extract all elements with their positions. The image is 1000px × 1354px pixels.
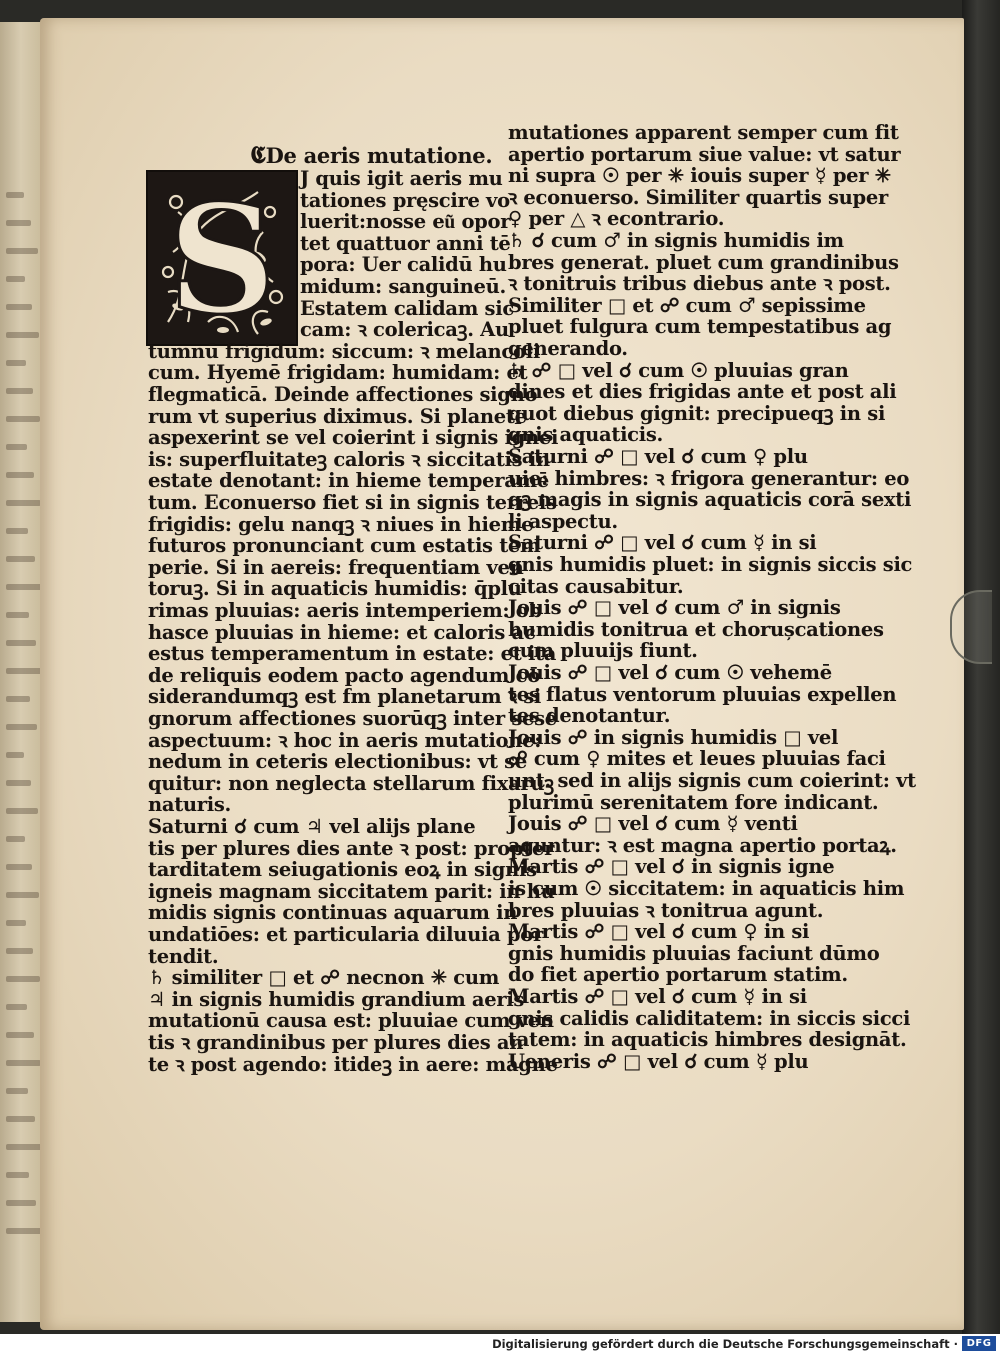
text-line: rimas pluuias: aeris intemperiem: ob — [148, 599, 542, 622]
text-line: uie: himbres: ꝛ frigora generantur: eo — [508, 466, 910, 490]
ghost-text-line — [6, 1144, 42, 1150]
initial-letter-ornament — [148, 172, 296, 348]
text-line: tet quattuor anni tē — [300, 231, 511, 255]
text-line: li aspectu. — [508, 509, 618, 533]
ghost-text-line — [6, 836, 25, 842]
text-line: tes flatus ventorum pluuias expellen — [508, 682, 897, 706]
text-line: tes denotantur. — [508, 704, 671, 728]
ghost-text-line — [6, 752, 24, 758]
text-line: gnorum affectiones suorūqꝫ inter sese — [148, 707, 557, 730]
section-heading — [250, 140, 492, 169]
ghost-text-line — [6, 248, 38, 254]
paragraph-mark-icon: 𝕮 — [250, 140, 266, 169]
ghost-text-line — [6, 276, 25, 282]
text-line: Similiter □ et ☍ cum ♂ sepissime — [508, 293, 866, 317]
text-line: ni supra ☉ per ✳ iouis super ☿ per ✳ — [508, 164, 891, 188]
ghost-text-line — [6, 500, 41, 506]
text-line: Jouis ☍ □ vel ☌ cum ♂ in signis — [508, 596, 841, 620]
ghost-text-line — [6, 948, 33, 954]
text-line: gnis calidis caliditatem: in siccis sicci — [508, 1006, 911, 1030]
text-line: mutationū causa est: pluuiae cum ven — [148, 1009, 554, 1033]
text-line: tis ꝛ grandinibus per plures dies an — [148, 1031, 524, 1054]
text-line: Estatem calidam sic — [300, 296, 514, 320]
ghost-text-line — [6, 1060, 41, 1066]
text-line: Martis ☍ □ vel ☌ cum ☿ in si — [508, 985, 807, 1008]
ghost-text-line — [6, 416, 40, 422]
text-line: generando. — [508, 337, 628, 360]
text-line: aguntur: ꝛ est magna apertio portaꝝ. — [508, 833, 897, 857]
text-line: citas causabitur. — [508, 574, 684, 598]
ghost-text-line — [6, 696, 30, 702]
text-line: estate denotant: in hieme temperamē — [148, 469, 549, 493]
text-line: is: superfluitateꝫ caloris ꝛ siccitatis in — [148, 447, 550, 471]
text-line: is cum ☉ siccitatem: in aquaticis him — [508, 877, 905, 900]
text-line: siderandumqꝫ est fm planetarum ꝛ si — [148, 685, 542, 709]
text-line: tarditatem seiugationis eoꝝ in signis — [148, 858, 537, 882]
ghost-text-line — [6, 892, 39, 898]
text-line: unt. sed in alijs signis cum coierint: vt — [508, 769, 916, 792]
text-line: qꝫ magis in signis aquaticis corā sexti — [508, 488, 912, 512]
text-line: tumnū frigidum: siccum: ꝛ melancoli — [148, 339, 540, 363]
ghost-text-line — [6, 360, 26, 366]
ghost-text-line — [6, 724, 37, 730]
text-line: tationes pręscire vo — [300, 188, 510, 212]
ghost-text-line — [6, 220, 31, 226]
text-line: bres generat. pluet cum grandinibus — [508, 250, 899, 274]
ghost-text-line — [6, 528, 28, 534]
text-line: tis per plures dies ante ꝛ post: propter — [148, 836, 555, 860]
text-line: ♄ ☌ cum ♂ in signis humidis im — [508, 229, 844, 252]
text-line: dines et dies frigidas ante et post ali — [508, 380, 897, 404]
text-line: Saturni ☌ cum ♃ vel alijs plane — [148, 815, 476, 838]
text-line: apertio portarum siue value: vt satur — [508, 142, 901, 166]
text-line: ♀ per △ ꝛ econtrario. — [508, 207, 725, 231]
text-line: J quis igit aeris mu — [300, 167, 503, 190]
ghost-text-line — [6, 780, 31, 786]
text-line: hasce pluuias in hieme: et caloris ac — [148, 620, 536, 644]
text-line: bres pluuias ꝛ tonitrua agunt. — [508, 898, 824, 922]
heading-text: De aeris mutatione. — [265, 143, 493, 168]
text-line: aspectuum: ꝛ hoc in aeris mutatione: — [148, 728, 542, 752]
text-line: tatem: in aquaticis himbres designāt. — [508, 1028, 907, 1052]
ghost-text-line — [6, 668, 43, 674]
text-line: perie. Si in aereis: frequentiam ven — [148, 555, 524, 579]
text-line: gnis aquaticis. — [508, 423, 664, 447]
text-line: flegmaticā. Deinde affectiones signo — [148, 383, 538, 406]
text-line: midis signis continuas aquarum in — [148, 901, 518, 925]
ghost-text-line — [6, 640, 36, 646]
text-line: estus temperamentum in estate: et ita — [148, 642, 557, 666]
text-line: midum: sanguineū. — [300, 275, 506, 298]
text-line: cum. Hyemē frigidam: humidam: et — [148, 361, 528, 385]
text-line: tendit. — [148, 944, 219, 968]
book-page — [40, 18, 964, 1330]
text-line: ♃ in signis humidis grandium aeris — [148, 987, 525, 1011]
text-line: ♄ ☍ □ vel ☌ cum ☉ pluuias gran — [508, 358, 849, 382]
text-line: toruꝫ. Si in aquaticis humidis: q̄plu — [148, 577, 522, 601]
ghost-text-line — [6, 1200, 36, 1206]
text-line: cum pluuijs fiunt. — [508, 639, 698, 663]
dfg-logo: DFG — [962, 1336, 996, 1351]
decorated-initial — [146, 170, 298, 346]
ghost-text-line — [6, 808, 38, 814]
text-line: nedum in ceteris electionibus: vt se — [148, 750, 527, 774]
text-line: Saturni ☍ □ vel ☌ cum ☿ in si — [508, 531, 817, 555]
text-line: pora: Uer calidū hu — [300, 253, 507, 277]
text-line: rum vt superius diximus. Si planete — [148, 404, 527, 428]
text-line: Saturni ☍ □ vel ☌ cum ♀ plu — [508, 445, 808, 468]
text-line: te ꝛ post agendo: itideꝫ in aere: magne — [148, 1052, 558, 1076]
text-line: Martis ☍ □ vel ☌ in signis igne — [508, 855, 835, 879]
text-line: luerit:nosse eu͂ opor — [300, 210, 511, 234]
text-line: mutationes apparent semper cum fit — [508, 121, 899, 144]
ghost-text-line — [6, 556, 35, 562]
text-line: Ueneris ☍ □ vel ☌ cum ☿ plu — [508, 1049, 809, 1073]
text-line: humidis tonitrua et chorușcationes — [508, 617, 884, 641]
text-line: Jouis ☍ □ vel ☌ cum ☉ vehemē — [508, 661, 832, 684]
text-line: ꝛ tonitruis tribus diebus ante ꝛ post. — [508, 272, 891, 296]
text-line: Martis ☍ □ vel ☌ cum ♀ in si — [508, 920, 810, 944]
text-line: igneis magnam siccitatem parit: in hu — [148, 879, 555, 903]
ghost-text-line — [6, 1004, 27, 1010]
ghost-text-line — [6, 192, 24, 198]
ghost-text-line — [6, 304, 32, 310]
ghost-text-line — [6, 1228, 43, 1234]
text-line: Jouis ☍ □ vel ☌ cum ☿ venti — [508, 812, 798, 836]
footer-bar — [0, 1334, 1000, 1354]
ghost-text-line — [6, 864, 32, 870]
text-line: ♄ similiter □ et ☍ necnon ✳ cum — [148, 966, 500, 990]
initial-letter: S — [167, 172, 277, 348]
text-line: pluet fulgura cum tempestatibus ag — [508, 315, 892, 339]
text-line: cam: ꝛ colericaꝫ. Au — [300, 318, 509, 342]
page-clip-tab — [950, 590, 992, 664]
text-line: tum. Econuerso fiet si in signis terreis — [148, 491, 557, 514]
text-line: quitur: non neglecta stellarum fixaruꝫ — [148, 771, 554, 795]
text-line: quot diebus gignit: precipueqꝫ in si — [508, 401, 886, 425]
book-cover-edge — [962, 0, 1000, 1334]
text-line: plurimū serenitatem fore indicant. — [508, 790, 879, 814]
ghost-text-line — [6, 584, 42, 590]
ghost-text-line — [6, 388, 33, 394]
ghost-text-line — [6, 472, 34, 478]
ghost-text-line — [6, 1116, 35, 1122]
text-line: frigidis: gelu nanqꝫ ꝛ niues in hieme — [148, 512, 534, 536]
text-line: gnis humidis pluuias faciunt dūmo — [508, 941, 880, 965]
ghost-text-line — [6, 1032, 34, 1038]
ghost-text-line — [6, 1172, 29, 1178]
text-line: futuros pronunciant cum estatis tem — [148, 534, 541, 558]
ghost-text-line — [6, 612, 29, 618]
text-line: de reliquis eodem pacto agendum cō — [148, 663, 540, 687]
ghost-text-line — [6, 332, 39, 338]
text-line: ꝛ econuerso. Similiter quartis super — [508, 185, 888, 209]
text-line: do fiet apertio portarum statim. — [508, 963, 848, 987]
ghost-text-line — [6, 976, 40, 982]
ghost-text-line — [6, 1088, 28, 1094]
ghost-text-line — [6, 920, 26, 926]
text-line: aspexerint se vel coierint i signis ignei — [148, 426, 559, 450]
text-line: undatiōes: et particularia diluuia por — [148, 923, 543, 946]
text-line: ☍ cum ♀ mites et leues pluuias faci — [508, 747, 886, 771]
text-line: Jouis ☍ in signis humidis □ vel — [508, 725, 839, 749]
text-line: naturis. — [148, 793, 232, 817]
ghost-text-line — [6, 444, 27, 450]
text-line: gnis humidis pluet: in signis siccis sic — [508, 553, 913, 576]
funding-notice: Digitalisierung gefördert durch die Deutsche Forschungsgemeinschaft · — [492, 1337, 958, 1351]
